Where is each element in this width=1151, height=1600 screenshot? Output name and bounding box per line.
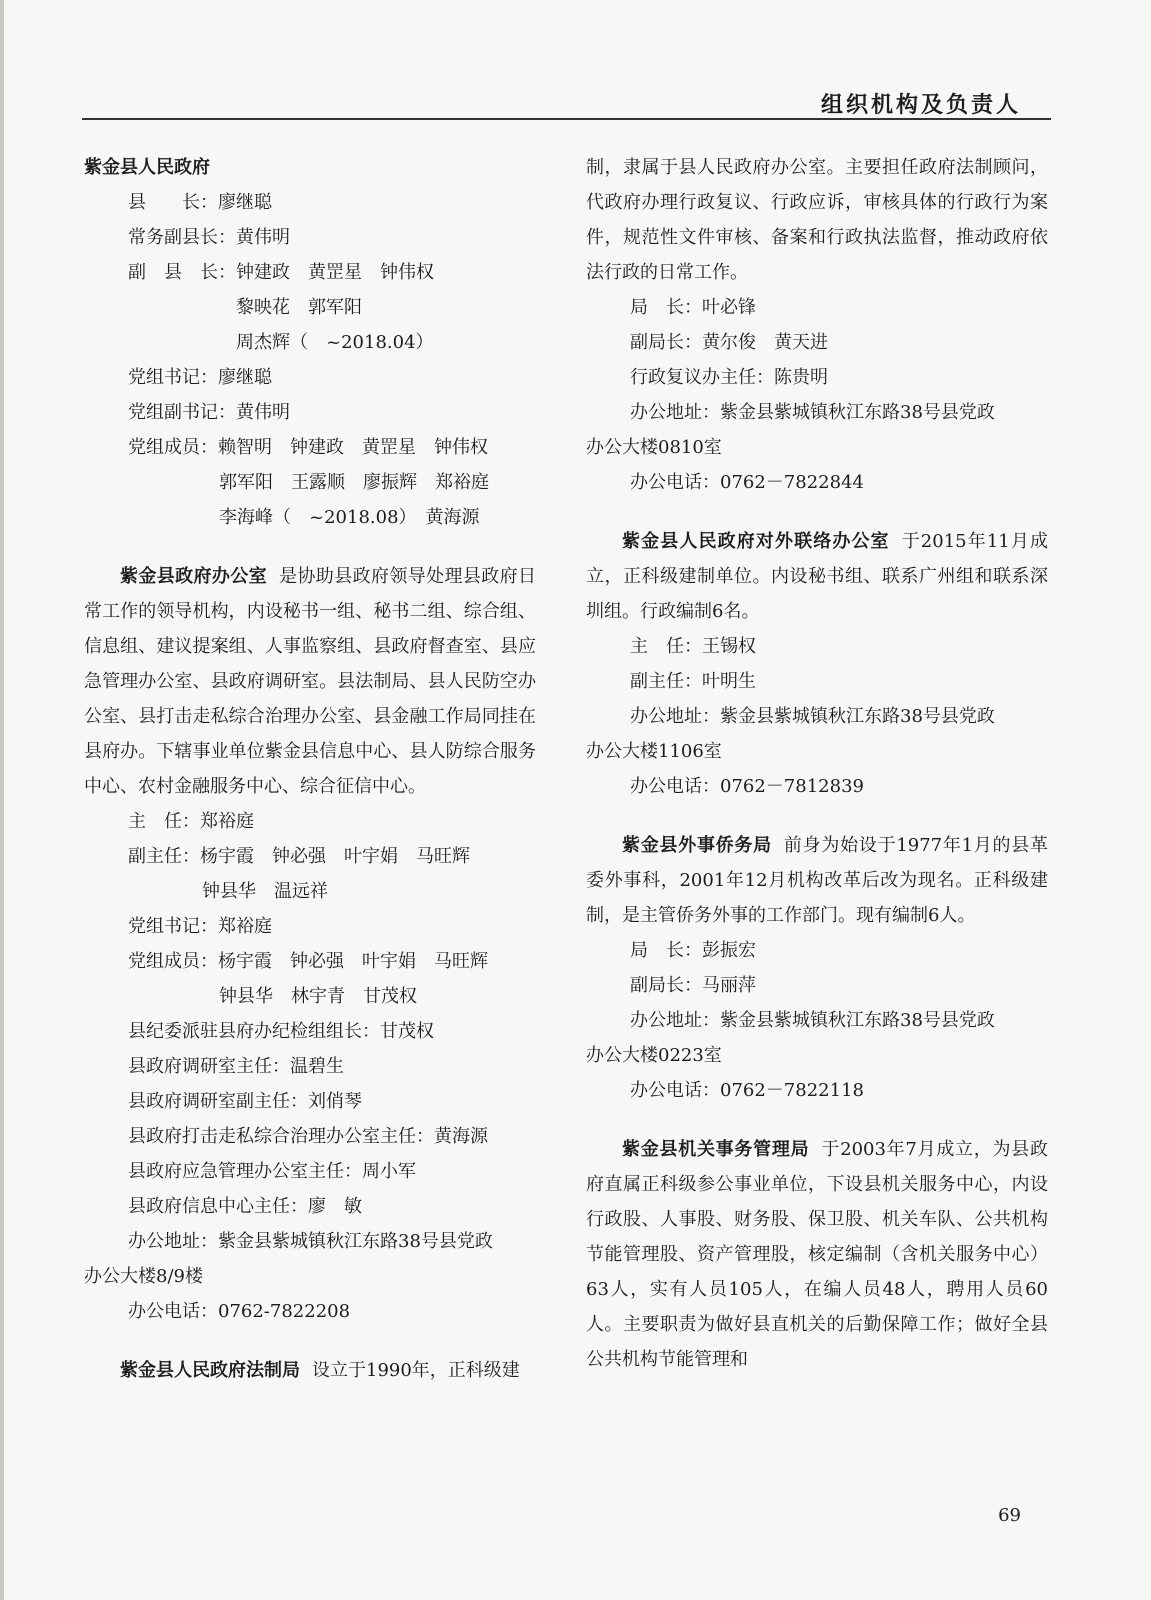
line-office-address-cont: 办公大楼8/9楼 xyxy=(84,1266,203,1287)
line-deputies-cont2: 周杰辉（ ~2018.04） xyxy=(236,332,434,353)
line-research-director: 县政府调研室主任：温碧生 xyxy=(128,1056,344,1077)
section-title-gov: 紫金县人民政府 xyxy=(84,157,210,178)
line-liaison-deputy: 副主任：叶明生 xyxy=(630,671,756,692)
line-liaison-phone: 办公电话：0762－7812839 xyxy=(630,776,864,797)
line-emergency-director: 县政府应急管理办公室主任：周小军 xyxy=(128,1161,416,1182)
line-deputies-cont1: 黎映花 郭军阳 xyxy=(236,297,362,318)
line-office-party-members-cont: 钟县华 林宇青 甘茂权 xyxy=(219,986,417,1007)
line-legal-deputies: 副局长：黄尔俊 黄天进 xyxy=(630,332,828,353)
line-liaison-director: 主 任：王锡权 xyxy=(630,636,756,657)
line-office-deputies-cont: 钟县华 温远祥 xyxy=(202,881,328,902)
line-deputies: 副 县 长：钟建政 黄罡星 钟伟权 xyxy=(128,262,434,283)
affairs-description: 紫金县机关事务管理局 于2003年7月成立，为县政府直属正科级参公事业单位，下设县机关服务中心，内设行政股、人事股、财务股、保卫股、机关车队、公共机构节能管理股、资产管理股，核定编制（含机关服务中心）63人，实有人员105人，在编人员48人，聘用人员60人。主要职责为做好县直机关的后勤保障工作；做好全县公共机构节能管理和 xyxy=(586,1139,1049,1370)
line-county-head: 县 长：廖继聪 xyxy=(128,192,272,213)
line-party-deputy: 党组副书记：黄伟明 xyxy=(128,402,290,423)
header-rule xyxy=(82,118,1051,120)
line-discipline-head: 县纪委派驻县府办纪检组组长：甘茂权 xyxy=(128,1021,434,1042)
line-foreign-phone: 办公电话：0762－7822118 xyxy=(630,1080,864,1101)
book-spine-edge xyxy=(0,0,4,1600)
line-exec-deputy: 常务副县长：黄伟明 xyxy=(128,227,290,248)
line-legal-address-cont: 办公大楼0810室 xyxy=(586,437,722,458)
line-legal-director: 局 长：叶必锋 xyxy=(630,297,756,318)
line-office-director: 主 任：郑裕庭 xyxy=(128,811,254,832)
line-party-members: 党组成员：赖智明 钟建政 黄罡星 钟伟权 xyxy=(128,437,488,458)
line-foreign-address-cont: 办公大楼0223室 xyxy=(586,1045,722,1066)
line-office-deputies: 副主任：杨宇霞 钟必强 叶宇娟 马旺辉 xyxy=(128,846,470,867)
line-foreign-address: 办公地址：紫金县紫城镇秋江东路38号县党政 xyxy=(630,1010,995,1031)
line-foreign-director: 局 长：彭振宏 xyxy=(630,940,756,961)
section-title-affairs: 紫金县机关事务管理局 xyxy=(622,1139,810,1160)
section-title-foreign: 紫金县外事侨务局 xyxy=(622,835,772,856)
line-info-center-director: 县政府信息中心主任：廖 敏 xyxy=(128,1196,362,1217)
liaison-description: 紫金县人民政府对外联络办公室 于2015年11月成立，正科级建制单位。内设秘书组、联系广州组和联系深圳组。行政编制6名。 xyxy=(586,531,1049,622)
line-research-deputy: 县政府调研室副主任：刘俏琴 xyxy=(128,1091,362,1112)
section-title-office: 紫金县政府办公室 xyxy=(120,566,268,587)
legal-description-start: 紫金县人民政府法制局 设立于1990年，正科级建 xyxy=(120,1360,520,1381)
line-legal-review-director: 行政复议办主任：陈贵明 xyxy=(630,367,828,388)
page-number: 69 xyxy=(998,1505,1021,1526)
running-header: 组织机构及负责人 xyxy=(820,93,1021,118)
foreign-description: 紫金县外事侨务局 前身为始设于1977年1月的县革委外事科，2001年12月机构改革后改为现名。正科级建制，是主管侨务外事的工作部门。现有编制6人。 xyxy=(586,835,1049,926)
line-foreign-deputy: 副局长：马丽萍 xyxy=(630,975,756,996)
left-column xyxy=(84,150,536,1388)
right-column xyxy=(586,150,1048,1377)
legal-description-cont: 制，隶属于县人民政府办公室。主要担任政府法制顾问，代政府办理行政复议、行政应诉，审核具体的行政行为案件，规范性文件审核、备案和行政执法监督，推动政府依法行政的日常工作。 xyxy=(586,157,1048,283)
line-office-party-secretary: 党组书记：郑裕庭 xyxy=(128,916,272,937)
line-legal-address: 办公地址：紫金县紫城镇秋江东路38号县党政 xyxy=(630,402,995,423)
line-party-secretary: 党组书记：廖继聪 xyxy=(128,367,272,388)
section-title-liaison: 紫金县人民政府对外联络办公室 xyxy=(622,531,890,552)
line-liaison-address-cont: 办公大楼1106室 xyxy=(586,741,722,762)
line-anti-smuggling-director: 县政府打击走私综合治理办公室主任：黄海源 xyxy=(128,1126,488,1147)
line-party-members-cont2: 李海峰（ ~2018.08） 黄海源 xyxy=(219,507,480,528)
line-office-address: 办公地址：紫金县紫城镇秋江东路38号县党政 xyxy=(128,1231,493,1252)
line-office-phone: 办公电话：0762-7822208 xyxy=(128,1301,351,1322)
line-legal-phone: 办公电话：0762－7822844 xyxy=(630,472,864,493)
line-liaison-address: 办公地址：紫金县紫城镇秋江东路38号县党政 xyxy=(630,706,995,727)
section-title-legal: 紫金县人民政府法制局 xyxy=(120,1360,300,1381)
office-description: 紫金县政府办公室 是协助县政府领导处理县政府日常工作的领导机构，内设秘书一组、秘书二组、综合组、信息组、建议提案组、人事监察组、县政府督查室、县应急管理办公室、县政府调研室。县法制局、县人民防空办公室、县打击走私综合治理办公室、县金融工作局同挂在县府办。下辖事业单位紫金县信息中心、县人防综合服务中心、农村金融服务中心、综合征信中心。 xyxy=(84,566,536,797)
line-party-members-cont1: 郭军阳 王露顺 廖振辉 郑裕庭 xyxy=(219,472,489,493)
line-office-party-members: 党组成员：杨宇霞 钟必强 叶宇娟 马旺辉 xyxy=(128,951,488,972)
